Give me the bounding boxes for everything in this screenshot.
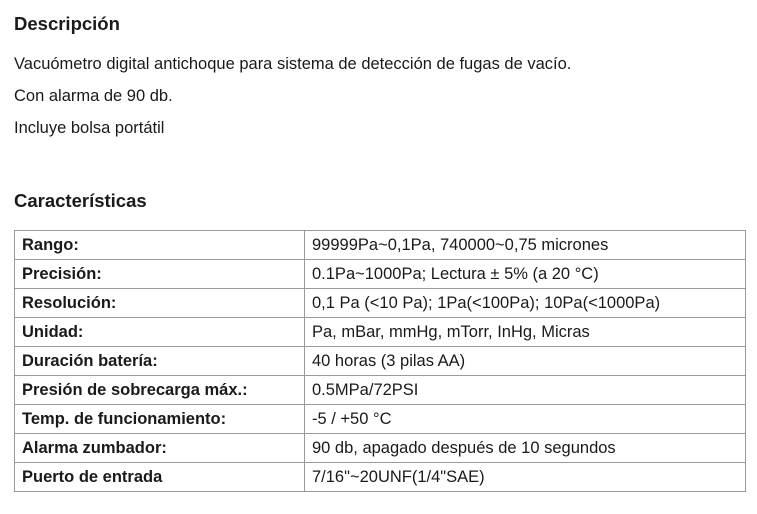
table-row [15, 463, 746, 492]
spec-label: Rango: [15, 231, 305, 260]
spec-value: 0.1Pa~1000Pa; Lectura ± 5% (a 20 °C) [305, 260, 746, 289]
features-heading: Características [14, 190, 147, 211]
spec-value: 99999Pa~0,1Pa, 740000~0,75 micrones [305, 231, 746, 260]
spec-label: Resolución: [15, 289, 305, 318]
spec-label: Presión de sobrecarga máx.: [15, 376, 305, 405]
table-row [15, 347, 746, 376]
table-row [15, 434, 746, 463]
table-row [15, 260, 746, 289]
spec-value: 90 db, apagado después de 10 segundos [305, 434, 746, 463]
table-row [15, 318, 746, 347]
table-row [15, 231, 746, 260]
description-line-1: Vacuómetro digital antichoque para sistema de detección de fugas de vacío. [14, 55, 572, 73]
spec-label: Temp. de funcionamiento: [15, 405, 305, 434]
spec-label: Unidad: [15, 318, 305, 347]
spec-value: 0,1 Pa (<10 Pa); 1Pa(<100Pa); 10Pa(<1000Pa) [305, 289, 746, 318]
spec-label: Puerto de entrada [15, 463, 305, 492]
spec-value: 0.5MPa/72PSI [305, 376, 746, 405]
spec-value: 40 horas (3 pilas AA) [305, 347, 746, 376]
description-heading: Descripción [14, 13, 120, 34]
spec-value: -5 / +50 °C [305, 405, 746, 434]
description-line-3: Incluye bolsa portátil [14, 119, 165, 137]
spec-label: Alarma zumbador: [15, 434, 305, 463]
spec-value: 7/16"~20UNF(1/4"SAE) [305, 463, 746, 492]
spec-label: Duración batería: [15, 347, 305, 376]
spec-label: Precisión: [15, 260, 305, 289]
table-row [15, 289, 746, 318]
table-row [15, 405, 746, 434]
description-line-2: Con alarma de 90 db. [14, 87, 173, 105]
spec-value: Pa, mBar, mmHg, mTorr, InHg, Micras [305, 318, 746, 347]
specifications-table [14, 230, 746, 492]
table-row [15, 376, 746, 405]
